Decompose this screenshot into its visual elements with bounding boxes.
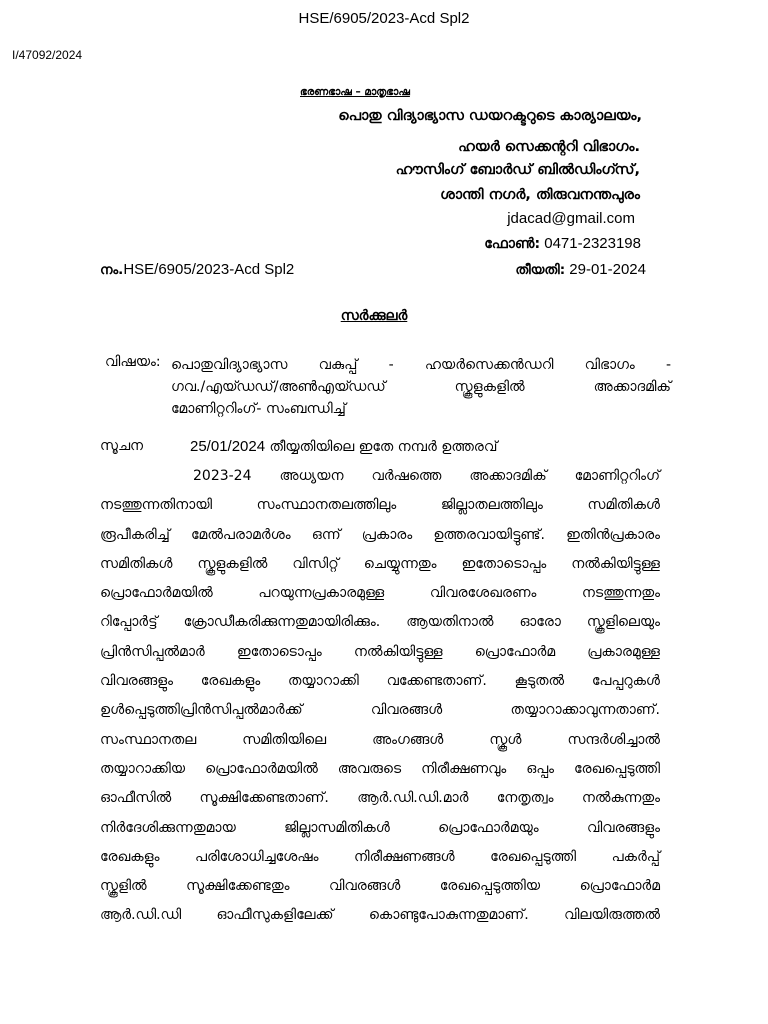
phone-number: 0471-2323198 (544, 235, 641, 252)
body-line: തയ്യാറാക്കിയ പ്രൊഫോർമയിൽ അവരുടെ നിരീക്ഷണവും ഒപ്പം രേഖപ്പെടുത്തി (100, 760, 660, 777)
reference-date: 25/01/2024 (190, 438, 266, 455)
circular-body (100, 462, 660, 931)
body-line: പ്രൊഫോർമയിൽ പറയുന്നപ്രകാരമുള്ള വിവരശേഖരണം നടത്തുന്നതും (100, 585, 660, 602)
circular-number-value: HSE/6905/2023-Acd Spl2 (123, 261, 295, 278)
office-building: ഹൗസിംഗ് ബോർഡ് ബിൽഡിംഗ്സ്, (395, 162, 640, 178)
subject-line: മോണിറ്ററിംഗ്- സംബന്ധിച്ച് (171, 401, 346, 417)
body-line: സ്കൂളിൽ സൂക്ഷിക്കേണ്ടതും വിവരങ്ങൾ രേഖപ്പെടുത്തിയ പ്രൊഫോർമ (100, 878, 660, 895)
circular-title: സർക്കുലർ (340, 308, 408, 324)
file-number-header: HSE/6905/2023-Acd Spl2 (298, 10, 470, 27)
office-email: jdacad@gmail.com (507, 210, 635, 227)
body-line: രൂപീകരിച്ച് മേൽപരാമർശം ഒന്ന് പ്രകാരം ഉത്തരവായിട്ടുണ്ട്. ഇതിൻപ്രകാരം (100, 526, 660, 543)
official-language-motto: ഭരണഭാഷ – മാതൃഭാഷ (300, 86, 410, 98)
subject-line: പൊതുവിദ്യാഭ്യാസ വകുപ്പ് - ഹയർസെക്കൻഡറി വിഭാഗം - (171, 357, 671, 373)
reference-label: സൂചന (100, 438, 144, 454)
body-line: റിപ്പോർട്ട് ക്രോഡീകരിക്കുന്നതുമായിരിക്കും. ആയതിനാൽ ഓരോ സ്കൂളിലെയും (100, 614, 660, 631)
date-label: തീയതി: (515, 262, 566, 278)
body-line: രേഖകളും പരിശോധിച്ചശേഷം നിരീക്ഷണങ്ങൾ രേഖപ്പെടുത്തി പകർപ്പ് (100, 848, 660, 865)
subject-text (171, 354, 671, 420)
body-line: സമിതികൾ സ്കൂളുകളിൽ വിസിറ്റ് ചെയ്യുന്നതും ഇതോടൊപ്പം നൽകിയിട്ടുള്ള (100, 555, 660, 572)
body-line: ഓഫീസിൽ സൂക്ഷിക്കേണ്ടതാണ്. ആർ.ഡി.ഡി.മാർ നേതൃത്വം നൽകുന്നതും (100, 790, 660, 807)
body-line: 2023-24 അധ്യയന വർഷത്തെ അക്കാദമിക് മോണിറ്ററിംഗ് (193, 468, 660, 484)
body-line: വിവരങ്ങളും രേഖകളും തയ്യാറാക്കി വക്കേണ്ടതാണ്. കൂടുതൽ പേപ്പറുകൾ (100, 673, 660, 690)
office-department: ഹയർ സെക്കന്ററി വിഭാഗം. (458, 139, 640, 155)
body-line: ഉൾപ്പെടുത്തിപ്രിൻസിപ്പൽമാർക്ക് വിവരങ്ങൾ തയ്യാറാക്കാവുന്നതാണ്. (100, 702, 660, 719)
reference-text: തീയ്യതിയിലെ ഇതേ നമ്പർ ഉത്തരവ് (269, 439, 498, 455)
body-line: നടത്തുന്നതിനായി സംസ്ഥാനതലത്തിലും ജില്ലാതലത്തിലും സമിതികൾ (100, 497, 660, 514)
subject-line: ഗവ./എയ്ഡഡ്/അൺഎയ്ഡഡ് സ്കൂളുകളിൽ അക്കാദമിക് (171, 379, 671, 395)
circular-number (100, 261, 294, 278)
subject-label: വിഷയം: (105, 354, 161, 370)
body-line: ആർ.ഡി.ഡി ഓഫീസുകളിലേക്ക് കൊണ്ടുപോകുന്നതുമാണ്. വിലയിരുത്തൽ (100, 907, 660, 924)
body-line: സംസ്ഥാനതല സമിതിയിലെ അംഗങ്ങൾ സ്കൂൾ സന്ദർശിച്ചാൽ (100, 731, 660, 748)
body-line: നിർദേശിക്കുന്നതുമായ ജില്ലാസമിതികൾ പ്രൊഫോർമയും വിവരങ്ങളും (100, 819, 660, 836)
phone-label: ഫോൺ: (484, 236, 541, 252)
date-value: 29-01-2024 (569, 261, 646, 278)
circular-number-label: നം. (100, 262, 124, 278)
office-name: പൊതു വിദ്യാഭ്യാസ ഡയറക്ടറുടെ കാര്യാലയം, (338, 108, 642, 124)
reference-note (190, 438, 497, 455)
office-location: ശാന്തി നഗർ, തിരുവനന്തപുരം (440, 187, 640, 203)
side-reference-number: I/47092/2024 (12, 48, 83, 62)
office-phone (484, 235, 641, 252)
body-line: പ്രിൻസിപ്പൽമാർ ഇതോടൊപ്പം നൽകിയിട്ടുള്ള പ്രൊഫോർമ പ്രകാരമുള്ള (100, 643, 660, 660)
circular-date (515, 261, 646, 278)
